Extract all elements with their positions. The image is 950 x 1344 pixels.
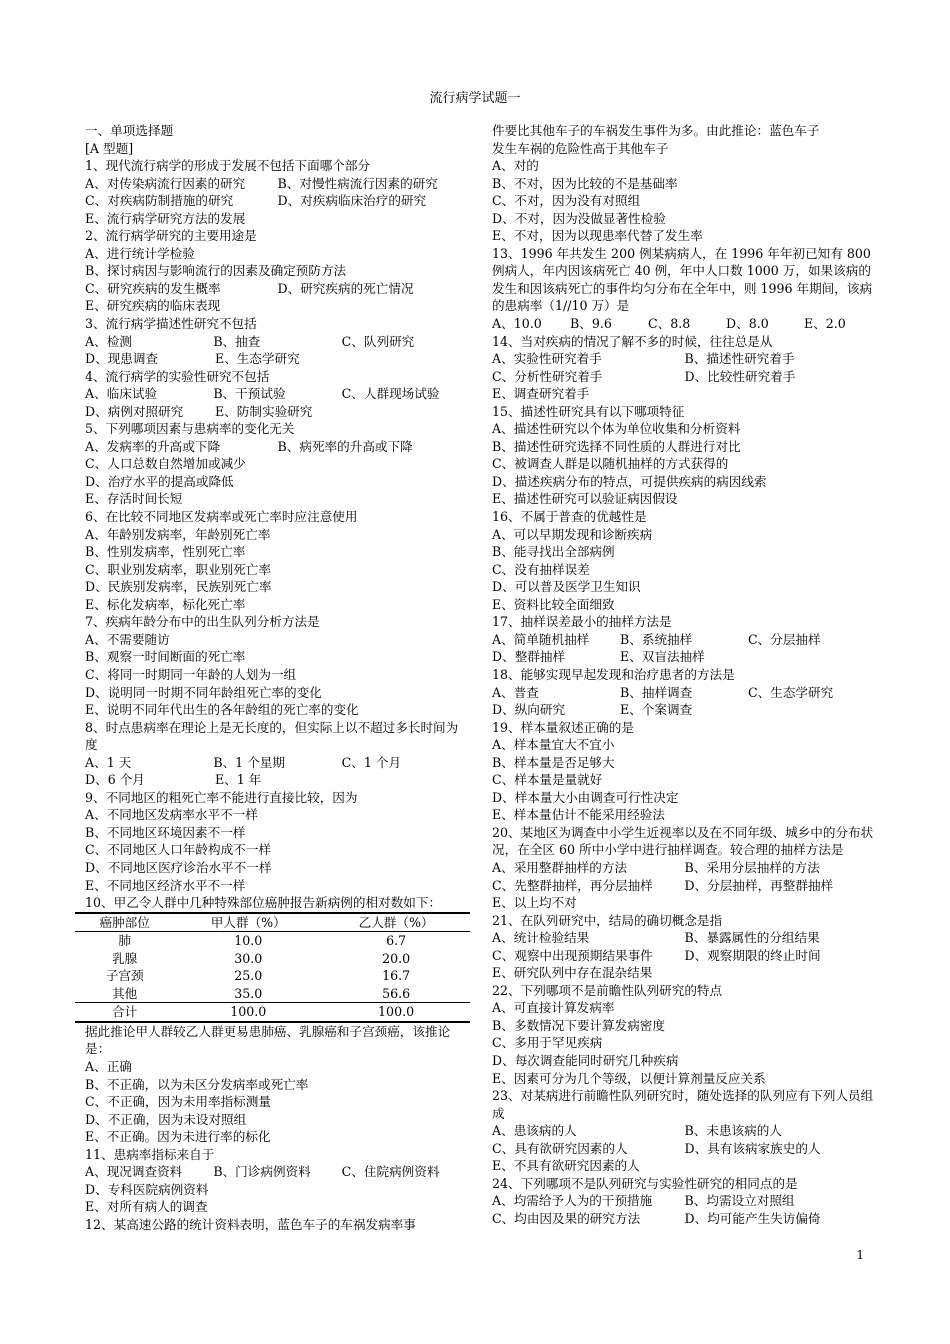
option: A、均需给予人为的干预措施: [492, 1193, 653, 1209]
text-line: E、不同地区经济水平不一样: [85, 877, 246, 893]
table-cell: 6.7: [386, 933, 407, 949]
question-stem: 20、某地区为调查中小学生近视率以及在不同年级、城乡中的分布状况，在全区 60 所中小学中进行抽样调查。较合理的抽样方法是: [492, 824, 874, 858]
option: D、均可能产生失访偏倚: [684, 1210, 821, 1226]
option-row: [492, 1192, 877, 1210]
text-line: E、研究队列中存在混杂结果: [492, 965, 653, 981]
option-row: [492, 859, 877, 877]
table-cell: 16.7: [382, 968, 411, 984]
text-line: C、被调查人群是以随机抽样的方式获得的: [492, 456, 729, 472]
option: B、系统抽样: [620, 631, 693, 647]
option: E、个案调查: [620, 702, 693, 718]
table-cell: 子宫颈: [105, 968, 144, 984]
option: D、现患调查: [85, 351, 159, 367]
table-total-row: [75, 1003, 470, 1022]
table-header: 甲人群（%）: [174, 913, 322, 932]
text-line: D、可以普及医学卫生知识: [492, 579, 641, 595]
text-line: B、不同地区环境因素不一样: [85, 824, 246, 840]
option: E、双盲法抽样: [620, 649, 705, 665]
option-row: [492, 631, 877, 649]
text-line: E、不对，因为以现患率代替了发生率: [492, 228, 703, 244]
text-line: 12、某高速公路的统计资料表明，蓝色车子的车祸发病率事: [85, 1216, 416, 1232]
option: B、干预试验: [213, 386, 286, 402]
text-line: D、样本量大小由调查可行性决定: [492, 789, 679, 805]
text-line: D、描述疾病分布的特点，可提供疾病的病因线索: [492, 473, 767, 489]
text-line: D、说明同一时期不同年龄组死亡率的变化: [85, 684, 322, 700]
table-cell: 25.0: [234, 968, 263, 984]
option: B、病死率的升高或下降: [277, 438, 413, 454]
text-line: B、探讨病因与影响流行的因素及确定预防方法: [85, 263, 347, 279]
option: C、分析性研究着手: [492, 368, 603, 384]
text-line: 15、描述性研究具有以下哪项特征: [492, 403, 685, 419]
option: B、抽样调查: [620, 684, 693, 700]
text-line: E、以上均不对: [492, 895, 577, 911]
option: A、10.0: [492, 316, 542, 332]
text-line: E、流行病学研究方法的发展: [85, 210, 246, 226]
text-line: B、多数情况下要计算发病密度: [492, 1017, 665, 1033]
text-line: 19、样本量叙述正确的是: [492, 719, 634, 735]
option: C、研究疾病的发生概率: [85, 280, 221, 296]
option: B、9.6: [570, 316, 612, 332]
option: B、门诊病例资料: [213, 1164, 311, 1180]
option: D、具有该病家族史的人: [684, 1140, 821, 1156]
option: D、6 个月: [85, 772, 145, 788]
option-row: [85, 1163, 470, 1181]
option: B、对慢性病流行因素的研究: [277, 175, 438, 191]
option: B、暴露属性的分组结果: [684, 930, 820, 946]
text-line: A、可直接计算发病率: [492, 1000, 615, 1016]
text-line: D、不对，因为没做显著性检验: [492, 210, 666, 226]
option: A、采用整群抽样的方法: [492, 859, 628, 875]
text-line: D、民族别发病率，民族别死亡率: [85, 579, 272, 595]
text-line: D、治疗水平的提高或降低: [85, 473, 234, 489]
text-line: 18、能够实现早起发现和治疗患者的方法是: [492, 666, 735, 682]
table-cell: 其他: [75, 985, 174, 1003]
option: E、1 年: [215, 772, 262, 788]
option: D、分层抽样，再整群抽样: [684, 877, 834, 893]
table-cell: 20.0: [382, 950, 411, 966]
option: C、观察中出现预期结果事件: [492, 947, 653, 963]
option: C、住院病例资料: [341, 1164, 440, 1180]
text-line: C、不同地区人口年龄构成不一样: [85, 842, 271, 858]
page-number: 1: [856, 1248, 864, 1262]
text-line: 件要比其他车子的车祸发生事件为多。由此推论：蓝色车子: [492, 123, 820, 138]
option-row: [85, 385, 470, 403]
text-line: A、年龄别发病率，年龄别死亡率: [85, 526, 271, 542]
text-line: B、观察一时间断面的死亡率: [85, 649, 246, 665]
option: D、观察期限的终止时间: [684, 947, 821, 963]
option-row: [85, 280, 470, 298]
question-stem: 23、对某病进行前瞻性队列研究时，随处选择的队列应有下列人员组成: [492, 1088, 874, 1121]
option-row: [492, 701, 877, 719]
left-column: [85, 122, 470, 1233]
text-line: C、人口总数自然增加或减少: [85, 456, 246, 472]
option-row: [492, 684, 877, 702]
text-line: C、将同一时期同一年龄的人划为一组: [85, 666, 297, 682]
option: B、采用分层抽样的方法: [684, 859, 820, 875]
right-column: [492, 122, 877, 1227]
table-cell: 合计: [112, 1004, 138, 1020]
text-line: 3、流行病学描述性研究不包括: [85, 316, 257, 332]
option: C、1 个月: [341, 754, 402, 770]
table-cell: 56.6: [322, 985, 470, 1003]
table-row: [75, 950, 470, 968]
option-row: [492, 877, 877, 895]
option: C、分层抽样: [748, 631, 821, 647]
text-line: 7、疾病年龄分布中的出生队列分析方法是: [85, 614, 320, 630]
option: A、现况调查资料: [85, 1164, 183, 1180]
option-row: [492, 1210, 877, 1228]
option: E、生态学研究: [215, 351, 300, 367]
option: A、发病率的升高或下降: [85, 438, 221, 454]
text-line: D、不同地区医疗诊治水平不一样: [85, 859, 272, 875]
option: A、患该病的人: [492, 1123, 577, 1139]
option: B、1 个星期: [213, 754, 285, 770]
option-row: [492, 648, 877, 666]
text-line: 6、在比较不同地区发病率或死亡率时应注意使用: [85, 509, 358, 525]
question-stem: 8、时点患病率在理论上是无长度的，但实际上以不超过多长时间为度: [85, 719, 459, 753]
table-header-row: [75, 913, 470, 932]
option: D、8.0: [726, 316, 769, 332]
text-line: 24、下列哪项不是队列研究与实验性研究的相同点的是: [492, 1175, 798, 1191]
option: A、临床试验: [85, 386, 158, 402]
text-line: 发生车祸的危险性高于其他车子: [492, 140, 669, 156]
option: B、描述性研究着手: [684, 351, 795, 367]
option: D、比较性研究着手: [684, 368, 796, 384]
text-line: B、不正确，以为未区分发病率或死亡率: [85, 1076, 309, 1092]
text-line: [A 型题]: [85, 140, 134, 156]
option-row: [85, 350, 470, 368]
text-line: E、因素可分为几个等级，以便计算剂量反应关系: [492, 1070, 766, 1086]
option-row: [85, 403, 470, 421]
text-line: E、标化发病率，标化死亡率: [85, 596, 246, 612]
text-line: 22、下列哪项不是前瞻性队列研究的特点: [492, 982, 723, 998]
text-line: E、研究疾病的临床表现: [85, 298, 221, 314]
text-line: 14、当对疾病的情况了解不多的时候，往往总是从: [492, 333, 773, 349]
text-line: E、不具有欲研究因素的人: [492, 1158, 640, 1174]
text-line: 4、流行病学的实验性研究不包括: [85, 368, 270, 384]
option: A、普查: [492, 684, 539, 700]
cancer-table: [75, 912, 470, 1023]
option: C、队列研究: [341, 333, 415, 349]
option-row: [85, 333, 470, 351]
option: A、对传染病流行因素的研究: [85, 175, 246, 191]
option: D、病例对照研究: [85, 403, 184, 419]
text-line: E、资料比较全面细致: [492, 596, 615, 612]
text-line: 11、患病率指标来自于: [85, 1146, 215, 1162]
option-row: [492, 368, 877, 386]
text-line: E、对所有病人的调查: [85, 1199, 208, 1215]
table-header: 癌肿部位: [75, 913, 174, 932]
option: C、对疾病防制措施的研究: [85, 193, 234, 209]
text-line: D、每次调查能同时研究几种疾病: [492, 1052, 679, 1068]
option: A、简单随机抽样: [492, 631, 590, 647]
text-line: E、调查研究着手: [492, 386, 590, 402]
text-line: C、不正确，因为未用率指标测量: [85, 1094, 271, 1110]
text-line: B、能寻找出全部病例: [492, 544, 615, 560]
text-line: D、不正确，因为未设对照组: [85, 1111, 247, 1127]
table-row: [75, 985, 470, 1003]
text-line: B、样本量是否足够大: [492, 754, 615, 770]
option-row: [492, 929, 877, 947]
option: C、具有欲研究因素的人: [492, 1140, 628, 1156]
text-line: D、专科医院病例资料: [85, 1181, 209, 1197]
option-row: [492, 350, 877, 368]
option-row: [492, 1140, 877, 1158]
text-line: 21、在队列研究中，结局的确切概念是指: [492, 912, 723, 928]
text-line: C、多用于罕见疾病: [492, 1035, 603, 1051]
option: E、防制实验研究: [215, 403, 313, 419]
text-line: C、职业别发病率，职业别死亡率: [85, 561, 271, 577]
table-cell: 100.0: [230, 1004, 267, 1020]
text-line: C、不对，因为没有对照组: [492, 193, 641, 209]
question-stem: 据此推论甲人群较乙人群更易患肺癌、乳腺癌和子宫颈癌，该推论是：: [85, 1023, 451, 1057]
option-row: [85, 754, 470, 772]
option: C、8.8: [648, 316, 691, 332]
option: D、对疾病临床治疗的研究: [277, 193, 427, 209]
text-line: 16、不属于普查的优越性是: [492, 509, 647, 525]
option: D、研究疾病的死亡情况: [277, 280, 414, 296]
option-row: [85, 192, 470, 210]
option: C、均由因及果的研究方法: [492, 1210, 641, 1226]
option: C、生态学研究: [748, 684, 834, 700]
table-cell: 10.0: [234, 933, 263, 949]
text-line: B、不对，因为比较的不是基础率: [492, 175, 678, 191]
text-line: A、可以早期发现和诊断疾病: [492, 526, 653, 542]
text-line: E、样本量估计不能采用经验法: [492, 807, 665, 823]
option: A、检测: [85, 333, 132, 349]
table-row: [75, 932, 470, 950]
text-line: E、存活时间长短: [85, 491, 183, 507]
text-line: 2、流行病学研究的主要用途是: [85, 228, 257, 244]
question-stem: 13、1996 年共发生 200 例某病病人，在 1996 年年初已知有 800 例病人，年内因该病死亡 40 例，年中人口数 1000 万，如果该病的发生和因该病死亡的事件均匀分布在全年中，则 1996 年期间，该病的患病率（1//10 万）是: [492, 245, 873, 314]
text-line: 一、单项选择题: [85, 123, 174, 138]
option-row: [492, 315, 877, 333]
option: D、纵向研究: [492, 702, 566, 718]
text-line: A、描述性研究以个体为单位收集和分析资料: [492, 421, 741, 437]
option: E、2.0: [804, 316, 846, 332]
text-line: A、不同地区发病率水平不一样: [85, 807, 258, 823]
text-line: C、样本量是量就好: [492, 772, 603, 788]
option: A、统计检验结果: [492, 930, 590, 946]
table-cell: 乳腺: [112, 950, 138, 966]
text-line: 17、抽样误差最小的抽样方法是: [492, 614, 672, 630]
text-line: 1、现代流行病学的形成于发展不包括下面哪个部分: [85, 158, 371, 174]
table-cell: 100.0: [378, 1004, 415, 1020]
text-line: A、对的: [492, 158, 539, 174]
text-line: B、描述性研究选择不同性质的人群进行对比: [492, 438, 741, 454]
option: D、整群抽样: [492, 649, 566, 665]
text-line: A、正确: [85, 1058, 132, 1074]
option-row: [492, 1122, 877, 1140]
question-stem: 10、甲乙令人群中几种特殊部位癌肿报告新病例的相对数如下：: [85, 895, 442, 911]
option-row: [85, 175, 470, 193]
option-row: [85, 771, 470, 789]
table-header: 乙人群（%）: [322, 913, 470, 932]
text-line: A、进行统计学检验: [85, 245, 195, 261]
option: C、人群现场试验: [341, 386, 440, 402]
text-line: E、不正确。因为未进行率的标化: [85, 1129, 271, 1145]
table-cell: 30.0: [234, 950, 263, 966]
text-line: 9、不同地区的粗死亡率不能进行直接比较，因为: [85, 789, 358, 805]
text-line: C、没有抽样误差: [492, 561, 590, 577]
option: B、均需设立对照组: [684, 1193, 795, 1209]
text-line: E、描述性研究可以验证病因假设: [492, 491, 678, 507]
text-line: A、不需要随访: [85, 631, 170, 647]
option-row: [492, 947, 877, 965]
page-title: 流行病学试题一: [429, 91, 521, 106]
text-line: B、性别发病率，性别死亡率: [85, 544, 246, 560]
table-cell: 35.0: [174, 985, 322, 1003]
text-line: E、说明不同年代出生的各年龄组的死亡率的变化: [85, 702, 359, 718]
option: A、实验性研究着手: [492, 351, 602, 367]
table-cell: 肺: [118, 933, 131, 949]
table-row: [75, 967, 470, 985]
text-line: 5、下列哪项因素与患病率的变化无关: [85, 421, 295, 437]
option: C、先整群抽样，再分层抽样: [492, 877, 653, 893]
option: B、未患该病的人: [684, 1123, 782, 1139]
option-row: [85, 438, 470, 456]
option: A、1 天: [85, 754, 132, 770]
text-line: A、样本量宜大不宜小: [492, 737, 615, 753]
option: B、抽查: [213, 333, 261, 349]
